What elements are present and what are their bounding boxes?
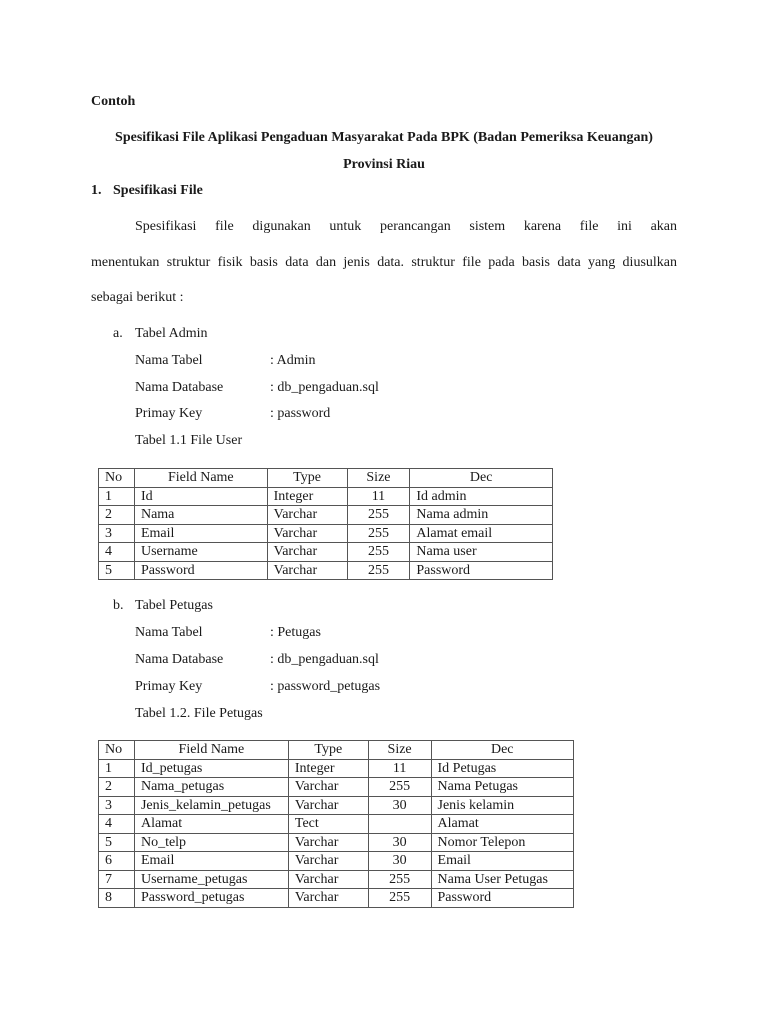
cell-dec: Password	[431, 889, 573, 908]
table-b-meta-label: Nama Tabel	[135, 625, 203, 640]
cell-dec: Nama user	[410, 543, 553, 562]
paragraph-line-3: sebagai berikut :	[91, 290, 184, 305]
cell-size: 11	[347, 487, 410, 506]
cell-size: 255	[368, 778, 431, 797]
paragraph-line-2: menentukan struktur fisik basis data dan jenis data. struktur file pada basis data yang diusulkan	[91, 255, 677, 270]
cell-no: 1	[99, 487, 135, 506]
cell-field-name: Alamat	[134, 815, 288, 834]
cell-size: 30	[368, 833, 431, 852]
cell-dec: Jenis kelamin	[431, 796, 573, 815]
column-header: Field Name	[134, 469, 267, 488]
cell-type: Varchar	[267, 524, 347, 543]
table-b-meta-label: Nama Database	[135, 652, 224, 667]
table-b-letter: b.	[113, 598, 124, 613]
table-row	[99, 815, 574, 834]
table-row	[99, 796, 574, 815]
cell-no: 2	[99, 778, 135, 797]
table-row	[99, 543, 553, 562]
cell-dec: Alamat	[431, 815, 573, 834]
cell-no: 3	[99, 796, 135, 815]
column-header: Field Name	[134, 741, 288, 760]
table-b-meta-label: Primay Key	[135, 679, 203, 694]
section-title: Spesifikasi File	[113, 183, 203, 198]
column-header: Size	[347, 469, 410, 488]
cell-dec: Id Petugas	[431, 759, 573, 778]
table-row	[99, 852, 574, 871]
column-header: Type	[288, 741, 368, 760]
cell-dec: Nama Petugas	[431, 778, 573, 797]
cell-field-name: Password_petugas	[134, 889, 288, 908]
cell-type: Varchar	[267, 543, 347, 562]
cell-field-name: Jenis_kelamin_petugas	[134, 796, 288, 815]
column-header: No	[99, 469, 135, 488]
cell-size: 11	[368, 759, 431, 778]
table-a-letter: a.	[113, 326, 123, 341]
cell-type: Tect	[288, 815, 368, 834]
table-row	[99, 524, 553, 543]
cell-type: Varchar	[288, 796, 368, 815]
table-a-meta-label: Primay Key	[135, 406, 203, 421]
table-a-caption: Tabel 1.1 File User	[135, 433, 243, 448]
cell-size: 255	[347, 506, 410, 525]
table-a-name: Tabel Admin	[135, 326, 208, 341]
heading-contoh: Contoh	[91, 94, 136, 109]
cell-field-name: Username_petugas	[134, 870, 288, 889]
table-a-meta-label: Nama Tabel	[135, 353, 203, 368]
column-header: No	[99, 741, 135, 760]
cell-size: 30	[368, 852, 431, 871]
cell-no: 6	[99, 852, 135, 871]
cell-size: 255	[368, 889, 431, 908]
table-row	[99, 506, 553, 525]
document-title-line-2: Provinsi Riau	[343, 157, 425, 172]
cell-dec: Nama User Petugas	[431, 870, 573, 889]
cell-type: Varchar	[288, 852, 368, 871]
cell-field-name: Username	[134, 543, 267, 562]
cell-no: 7	[99, 870, 135, 889]
cell-size: 255	[368, 870, 431, 889]
table-row	[99, 487, 553, 506]
cell-no: 2	[99, 506, 135, 525]
cell-no: 1	[99, 759, 135, 778]
table-b-meta-value: : password_petugas	[270, 679, 381, 694]
cell-field-name: Password	[134, 561, 267, 580]
cell-dec: Password	[410, 561, 553, 580]
paragraph-line-1: Spesifikasi file digunakan untuk perancangan sistem karena file ini akan	[135, 219, 677, 234]
table-a-meta-label: Nama Database	[135, 380, 224, 395]
table-row	[99, 759, 574, 778]
cell-field-name: Id	[134, 487, 267, 506]
cell-type: Varchar	[267, 561, 347, 580]
column-header: Type	[267, 469, 347, 488]
cell-no: 3	[99, 524, 135, 543]
cell-type: Varchar	[288, 889, 368, 908]
table-header-row	[99, 741, 574, 760]
table-a-meta-value: : Admin	[270, 353, 316, 368]
cell-size: 30	[368, 796, 431, 815]
cell-type: Integer	[267, 487, 347, 506]
table-b-meta-value: : Petugas	[270, 625, 321, 640]
table-b-name: Tabel Petugas	[135, 598, 213, 613]
cell-field-name: Id_petugas	[134, 759, 288, 778]
cell-dec: Nama admin	[410, 506, 553, 525]
table-b-meta-value: : db_pengaduan.sql	[270, 652, 379, 667]
cell-size: 255	[347, 561, 410, 580]
cell-field-name: Nama	[134, 506, 267, 525]
table-a-meta-value: : db_pengaduan.sql	[270, 380, 379, 395]
table-header-row	[99, 469, 553, 488]
cell-size	[368, 815, 431, 834]
table-row	[99, 889, 574, 908]
cell-no: 4	[99, 543, 135, 562]
table-row	[99, 870, 574, 889]
cell-type: Varchar	[288, 833, 368, 852]
cell-size: 255	[347, 524, 410, 543]
document-title-line-1: Spesifikasi File Aplikasi Pengaduan Masyarakat Pada BPK (Badan Pemeriksa Keuangan)	[115, 130, 653, 145]
cell-no: 5	[99, 561, 135, 580]
table-row	[99, 561, 553, 580]
cell-no: 5	[99, 833, 135, 852]
cell-dec: Email	[431, 852, 573, 871]
cell-size: 255	[347, 543, 410, 562]
table-row	[99, 833, 574, 852]
cell-dec: Id admin	[410, 487, 553, 506]
cell-field-name: No_telp	[134, 833, 288, 852]
cell-dec: Alamat email	[410, 524, 553, 543]
cell-field-name: Email	[134, 852, 288, 871]
column-header: Size	[368, 741, 431, 760]
cell-type: Varchar	[267, 506, 347, 525]
cell-field-name: Email	[134, 524, 267, 543]
cell-dec: Nomor Telepon	[431, 833, 573, 852]
table-a-meta-value: : password	[270, 406, 331, 421]
cell-type: Varchar	[288, 778, 368, 797]
cell-type: Integer	[288, 759, 368, 778]
table-petugas	[98, 740, 574, 908]
column-header: Dec	[431, 741, 573, 760]
cell-no: 4	[99, 815, 135, 834]
section-number: 1.	[91, 183, 102, 198]
cell-field-name: Nama_petugas	[134, 778, 288, 797]
column-header: Dec	[410, 469, 553, 488]
cell-no: 8	[99, 889, 135, 908]
table-b-caption: Tabel 1.2. File Petugas	[135, 706, 263, 721]
table-admin	[98, 468, 553, 580]
table-row	[99, 778, 574, 797]
cell-type: Varchar	[288, 870, 368, 889]
